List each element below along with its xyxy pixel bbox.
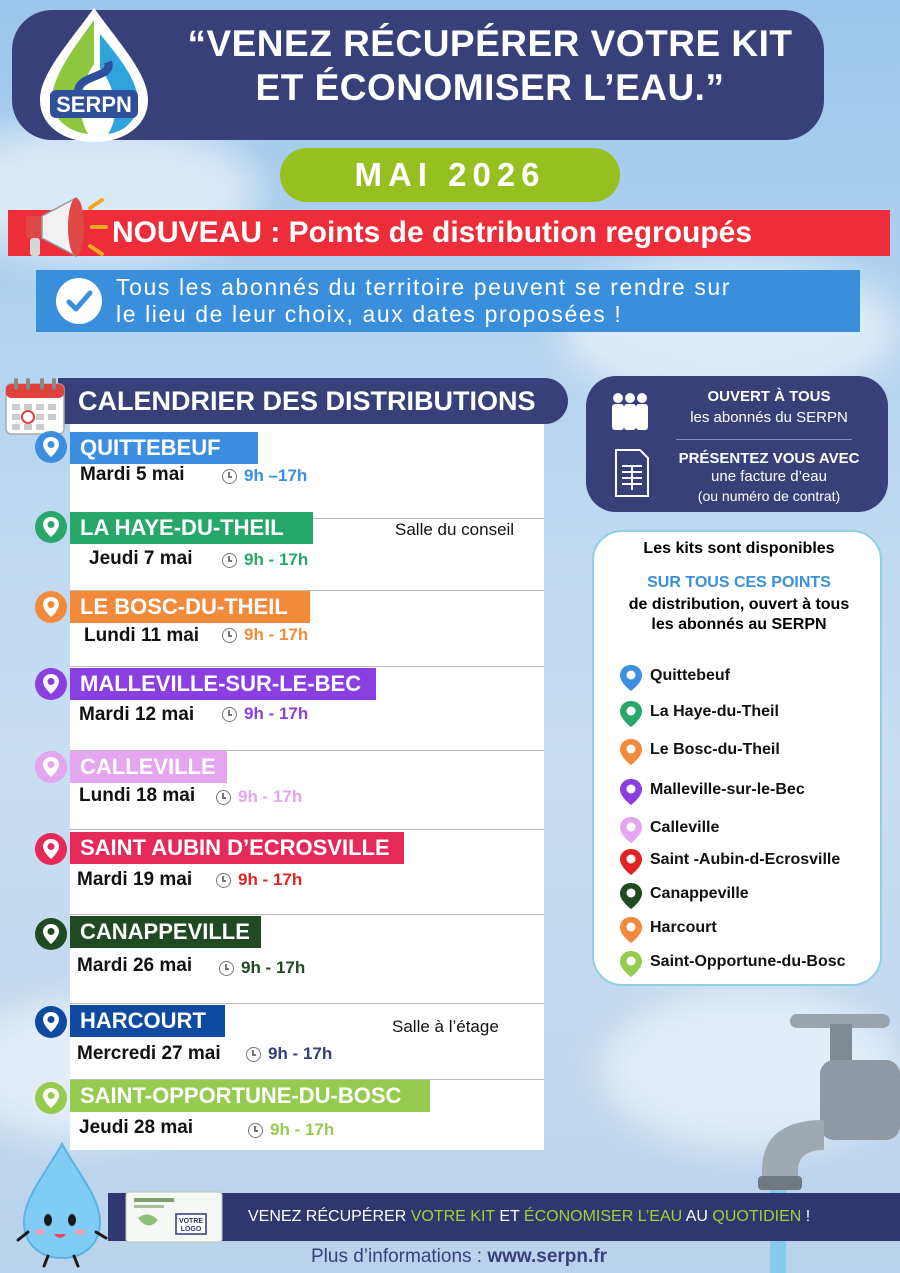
slogan-highlight: VOTRE KIT bbox=[410, 1208, 495, 1225]
location-label: SAINT AUBIN D’ECROSVILLE bbox=[70, 832, 404, 864]
kits-line: de distribution, ouvert à tous bbox=[628, 596, 850, 613]
kit-box-image bbox=[124, 1188, 224, 1246]
entry-date: Jeudi 7 mai bbox=[89, 548, 193, 569]
entry-time bbox=[246, 1044, 332, 1064]
kits-line: les abonnés au SERPN bbox=[651, 616, 827, 633]
map-pin-icon bbox=[34, 1005, 68, 1039]
entry-date: Mardi 19 mai bbox=[77, 869, 193, 890]
entry-time bbox=[219, 958, 305, 978]
title-line-2: ET ÉCONOMISER L’EAU.” bbox=[255, 67, 725, 108]
clock-icon bbox=[222, 707, 237, 722]
slogan-part: VENEZ RÉCUPÉRER bbox=[248, 1208, 411, 1225]
check-icon bbox=[56, 278, 102, 324]
location-label: LA HAYE-DU-THEIL bbox=[70, 512, 313, 544]
present-note: (ou numéro de contrat) bbox=[697, 488, 841, 504]
calendar-icon bbox=[2, 374, 68, 438]
map-pin-icon bbox=[618, 778, 644, 806]
entry-time bbox=[222, 625, 308, 645]
map-pin-icon bbox=[618, 738, 644, 766]
entry-date: Mardi 26 mai bbox=[77, 955, 193, 976]
entry-time-value: 9h - 17h bbox=[268, 1044, 333, 1063]
kit-location-label: Malleville-sur-le-Bec bbox=[650, 781, 805, 798]
entry-time bbox=[248, 1120, 334, 1140]
entry-date: Lundi 11 mai bbox=[84, 625, 200, 646]
location-label: CANAPPEVILLE bbox=[70, 916, 261, 948]
entry-time bbox=[216, 787, 302, 807]
entry-time bbox=[216, 870, 302, 890]
divider bbox=[70, 914, 544, 915]
entry-time bbox=[222, 550, 308, 570]
map-pin-icon bbox=[34, 1081, 68, 1115]
kits-highlight: SUR TOUS CES POINTS bbox=[647, 574, 831, 591]
kit-logo-text-2: LOGO bbox=[180, 1226, 202, 1233]
map-pin-icon bbox=[618, 950, 644, 978]
new-banner bbox=[8, 210, 890, 256]
entry-time bbox=[222, 466, 307, 486]
slogan-part: ET bbox=[494, 1208, 524, 1225]
website-link[interactable]: www.serpn.fr bbox=[487, 1246, 608, 1267]
info-line-1: Tous les abonnés du territoire peuvent se rendre sur bbox=[116, 274, 732, 300]
kits-title: Les kits sont disponibles bbox=[643, 540, 835, 557]
clock-icon bbox=[248, 1123, 263, 1138]
map-pin-icon bbox=[34, 667, 68, 701]
entry-time-value: 9h - 17h bbox=[244, 550, 309, 569]
entry-date: Mardi 5 mai bbox=[80, 464, 185, 485]
map-pin-icon bbox=[618, 848, 644, 876]
more-info-label: Plus d’informations : bbox=[311, 1246, 488, 1267]
divider bbox=[70, 666, 544, 667]
entry-date: Jeudi 28 mai bbox=[79, 1117, 194, 1138]
clock-icon bbox=[219, 961, 234, 976]
clock-icon bbox=[246, 1047, 261, 1062]
entry-date: Mardi 12 mai bbox=[79, 704, 195, 725]
megaphone-icon bbox=[16, 190, 108, 260]
entry-note: Salle à l’étage bbox=[392, 1017, 499, 1036]
logo-text: SERPN bbox=[56, 92, 132, 117]
entry-time-value: 9h - 17h bbox=[241, 958, 306, 977]
title-line-1: “VENEZ RÉCUPÉRER VOTRE KIT bbox=[187, 23, 793, 64]
map-pin-icon bbox=[34, 590, 68, 624]
entry-time-value: 9h –17h bbox=[244, 466, 308, 485]
kit-location-label: Saint -Aubin-d-Ecrosville bbox=[650, 851, 841, 868]
present-line: une facture d’eau bbox=[711, 468, 827, 485]
month-pill: MAI 2026 bbox=[280, 148, 620, 202]
people-icon bbox=[608, 390, 652, 434]
present-title: PRÉSENTEZ VOUS AVEC bbox=[678, 450, 860, 467]
map-pin-icon bbox=[34, 917, 68, 951]
clock-icon bbox=[216, 790, 231, 805]
location-label: SAINT-OPPORTUNE-DU-BOSC bbox=[70, 1080, 430, 1112]
clock-icon bbox=[216, 873, 231, 888]
kit-location-label: La Haye-du-Theil bbox=[650, 703, 779, 720]
kit-logo-text-1: VOTRE bbox=[178, 1218, 204, 1225]
more-info bbox=[311, 1246, 607, 1268]
info-banner bbox=[36, 270, 860, 332]
kit-location-label: Calleville bbox=[650, 819, 720, 836]
slogan-highlight: QUOTIDIEN bbox=[712, 1208, 802, 1225]
location-label: LE BOSC-DU-THEIL bbox=[70, 591, 310, 623]
entry-time bbox=[222, 704, 308, 724]
new-banner-text: NOUVEAU : Points de distribution regroupés bbox=[112, 216, 753, 249]
map-pin-icon bbox=[618, 664, 644, 692]
clock-icon bbox=[222, 469, 237, 484]
kit-location-label: Canappeville bbox=[650, 885, 749, 902]
kit-location-label: Harcourt bbox=[650, 919, 717, 936]
kit-location-label: Le Bosc-du-Theil bbox=[650, 741, 780, 758]
entry-time-value: 9h - 17h bbox=[244, 704, 309, 723]
open-to-all-box bbox=[586, 376, 888, 512]
map-pin-icon bbox=[618, 700, 644, 728]
entry-note: Salle du conseil bbox=[395, 520, 515, 539]
info-text bbox=[116, 274, 856, 328]
kits-box bbox=[592, 530, 882, 986]
kit-location-label: Quittebeuf bbox=[650, 667, 730, 684]
entry-time-value: 9h - 17h bbox=[270, 1120, 335, 1139]
divider bbox=[676, 439, 852, 440]
invoice-icon bbox=[612, 448, 652, 498]
calendar-header bbox=[58, 378, 568, 424]
map-pin-icon bbox=[34, 510, 68, 544]
footer-slogan bbox=[248, 1193, 810, 1241]
slogan-part: AU bbox=[682, 1208, 713, 1225]
location-label: CALLEVILLE bbox=[70, 751, 227, 783]
open-title: OUVERT À TOUS bbox=[707, 388, 831, 405]
divider bbox=[70, 829, 544, 830]
entry-time-value: 9h - 17h bbox=[244, 625, 309, 644]
map-pin-icon bbox=[618, 916, 644, 944]
open-subtitle: les abonnés du SERPN bbox=[690, 409, 848, 426]
map-pin-icon bbox=[34, 750, 68, 784]
water-drop-mascot-icon bbox=[14, 1140, 110, 1268]
location-label: MALLEVILLE-SUR-LE-BEC bbox=[70, 668, 376, 700]
info-line-2: le lieu de leur choix, aux dates proposées ! bbox=[116, 301, 623, 327]
map-pin-icon bbox=[618, 882, 644, 910]
clock-icon bbox=[222, 553, 237, 568]
slogan-part: ! bbox=[801, 1208, 811, 1225]
kit-location-label: Saint-Opportune-du-Bosc bbox=[650, 953, 846, 970]
clock-icon bbox=[222, 628, 237, 643]
map-pin-icon bbox=[34, 832, 68, 866]
location-label: HARCOURT bbox=[70, 1005, 225, 1037]
entry-date: Mercredi 27 mai bbox=[77, 1043, 221, 1064]
map-pin-icon bbox=[34, 430, 68, 464]
slogan-highlight: ÉCONOMISER L’EAU bbox=[523, 1208, 683, 1225]
entry-time-value: 9h - 17h bbox=[238, 787, 303, 806]
footer-bar bbox=[108, 1193, 900, 1241]
page-title bbox=[160, 22, 820, 110]
location-label: QUITTEBEUF bbox=[70, 432, 258, 464]
map-pin-icon bbox=[618, 816, 644, 844]
calendar-title: CALENDRIER DES DISTRIBUTIONS bbox=[78, 386, 536, 416]
entry-time-value: 9h - 17h bbox=[238, 870, 303, 889]
entry-date: Lundi 18 mai bbox=[79, 785, 196, 806]
divider bbox=[70, 1003, 544, 1004]
serpn-logo bbox=[28, 4, 160, 144]
